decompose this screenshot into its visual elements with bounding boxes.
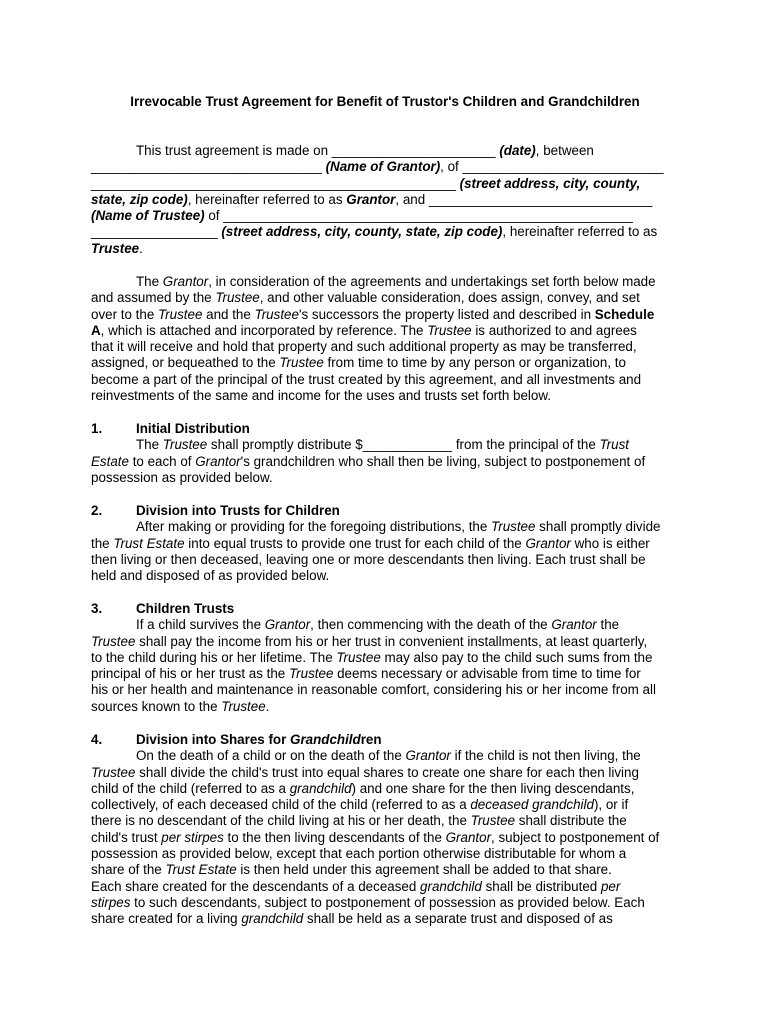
- section-line: [91, 699, 681, 715]
- text-run: Trustee: [470, 813, 516, 829]
- section-line: [91, 895, 681, 911]
- text-run: Trustee: [158, 306, 203, 322]
- text-run: his or her health and maintenance in reasonable comfort, considering his or her income from all: [91, 682, 656, 698]
- section-line: [91, 862, 681, 878]
- text-run: may also pay to the child such sums from the: [380, 649, 653, 665]
- text-run: is then held under this agreement shall be added to that share.: [236, 862, 612, 878]
- text-run: stirpes: [91, 894, 131, 910]
- section-line: [91, 846, 681, 862]
- text-run: collectively, of each deceased child of the child (referred to as a: [91, 797, 471, 813]
- text-run: Trustee: [427, 322, 472, 338]
- text-run: possession as provided below.: [91, 469, 273, 485]
- text-run: to the then living descendants of the: [223, 829, 446, 845]
- trustee-name-label: (Name of Trustee): [91, 208, 205, 224]
- section-line: [91, 617, 681, 633]
- text-run: to each of: [128, 453, 196, 469]
- text-run: , which is attached and incorporated by reference. The: [100, 322, 428, 338]
- text-run: shall promptly divide: [535, 519, 661, 535]
- intro-text: , hereinafter referred to as: [502, 224, 658, 240]
- intro-paragraph: [91, 143, 681, 257]
- section-number: 3.: [91, 601, 103, 616]
- text-run: .: [265, 698, 270, 714]
- section-heading: [91, 732, 681, 748]
- section-division-into-trusts: [91, 503, 681, 584]
- text-run: Grantor: [264, 617, 311, 633]
- text-run: Division into Trusts for Children: [136, 503, 340, 518]
- text-run: After making or providing for the foregoing distributions, the: [136, 519, 492, 535]
- text-run: into equal trusts to provide one trust for each child of the: [184, 535, 526, 551]
- text-run: Each share created for the descendants of a deceased: [91, 878, 421, 894]
- text-run: shall pay the income from his or her trust in convenient installments, at least quarterly,: [135, 633, 648, 649]
- text-run: shall be held as a separate trust and disposed of as: [303, 911, 613, 927]
- date-field-label: (date): [499, 143, 536, 158]
- text-run: Trustee: [221, 698, 266, 714]
- text-run: shall divide the child's trust into equal shares to create one share for each then living: [135, 764, 639, 780]
- text-run: child's trust: [91, 829, 162, 845]
- text-run: the: [91, 535, 114, 551]
- text-run: shall distribute the: [515, 813, 627, 829]
- section-division-into-shares: [91, 732, 681, 928]
- text-run: Grantor: [195, 453, 241, 469]
- grantor-address-label: (street address, city, county,: [459, 175, 641, 191]
- text-run: become a part of the principal of the trust created by this agreement, and all investments and: [91, 371, 642, 387]
- text-run: from time to time by any person or organization, to: [323, 355, 626, 371]
- text-run: , then commencing with the death of the: [310, 617, 552, 633]
- section-children-trusts: [91, 601, 681, 715]
- paragraph-line: [91, 372, 681, 388]
- text-run: is authorized to and agrees: [471, 322, 637, 338]
- text-run: On the death of a child or on the death of the: [136, 748, 406, 764]
- paragraph-line: [91, 323, 681, 339]
- paragraph-line: [91, 339, 681, 355]
- text-run: If a child survives the: [136, 617, 265, 633]
- section-line: [91, 552, 681, 568]
- text-run: shall promptly distribute $____________ from the principal of the: [207, 437, 600, 453]
- section-line: [91, 781, 681, 797]
- text-run: deceased grandchild: [470, 797, 594, 813]
- section-line: [91, 879, 681, 895]
- text-run: A: [91, 322, 101, 338]
- text-run: 's successors the property listed and described in: [298, 306, 595, 322]
- text-run: grandchild: [241, 911, 304, 927]
- text-run: Grandchild: [290, 732, 361, 747]
- section-line: [91, 568, 681, 584]
- text-run: 's grandchildren who shall then be living, subject to postponement of: [240, 453, 646, 469]
- section-line: [91, 437, 681, 453]
- text-run: Estate: [91, 453, 129, 469]
- intro-text: This trust agreement is made on ______________________: [136, 143, 500, 158]
- text-run: ren: [360, 732, 382, 747]
- text-run: Trustee: [336, 649, 381, 665]
- document-title: Irrevocable Trust Agreement for Benefit of Trustor's Children and Grandchildren: [130, 94, 640, 109]
- section-number: 4.: [91, 732, 103, 747]
- text-run: that it will receive and hold that property and such additional property as may be transferred,: [91, 339, 637, 355]
- grantor-name-label: (Name of Grantor): [325, 159, 441, 175]
- text-run: Trust Estate: [113, 535, 185, 551]
- trustee-address-blank: _________________: [91, 224, 222, 240]
- section-line: [91, 813, 681, 829]
- text-run: Trustee: [491, 519, 536, 535]
- text-run: who is either: [570, 535, 650, 551]
- section-number: 1.: [91, 421, 103, 436]
- text-run: possession as provided below, except that each portion otherwise distributable for whom a: [91, 846, 627, 862]
- text-run: there is no descendant of the child living at his or her death, the: [91, 813, 471, 829]
- grantor-term: Grantor: [346, 191, 396, 207]
- text-run: the: [596, 617, 620, 633]
- text-run: over to the: [91, 306, 158, 322]
- intro-text: , of ___________________________: [440, 159, 664, 175]
- text-run: The: [136, 274, 163, 289]
- text-run: grandchild: [289, 780, 352, 796]
- text-run: Trustee: [279, 355, 324, 371]
- section-line: [91, 797, 681, 813]
- trustee-address-blank: of _______________________________________________________: [204, 208, 633, 224]
- trustee-name-blank: , and ______________________________: [395, 191, 653, 207]
- text-run: assigned, or bequeathed to the: [91, 355, 280, 371]
- grantor-address-label: state, zip code): [91, 191, 188, 207]
- text-run: Trustee: [162, 437, 208, 453]
- text-run: deems necessary or advisable from time to time for: [333, 666, 641, 682]
- section-initial-distribution: [91, 421, 681, 486]
- text-run: reinvestments of the same and income for the uses and trusts set forth below.: [91, 388, 551, 404]
- text-run: held and disposed of as provided below.: [91, 568, 330, 584]
- paragraph-line: [91, 355, 681, 371]
- grantor-address-blank: _________________________________________________: [91, 175, 460, 191]
- section-line: [91, 666, 681, 682]
- trustee-address-label: (street address, city, county, state, zip code): [221, 224, 503, 240]
- text-run: grandchild: [420, 878, 482, 894]
- text-run: child of the child (referred to as a: [91, 780, 290, 796]
- text-run: sources known to the: [91, 698, 222, 714]
- text-run: Grantor: [162, 274, 209, 289]
- text-run: Initial Distribution: [136, 421, 250, 436]
- text-run: per: [600, 878, 621, 894]
- section-line: [91, 682, 681, 698]
- text-run: Grantor: [405, 748, 451, 764]
- text-run: Children Trusts: [136, 601, 235, 616]
- text-run: Grantor: [525, 535, 571, 551]
- section-line: [91, 830, 681, 846]
- section-line: [91, 470, 681, 486]
- text-run: and assumed by the: [91, 290, 216, 306]
- text-run: Trustee: [215, 290, 260, 306]
- intro-text: , hereinafter referred to as: [187, 191, 347, 207]
- section-line: [91, 765, 681, 781]
- text-run: ), or if: [593, 797, 629, 813]
- text-run: per stirpes: [161, 829, 224, 845]
- section-number: 2.: [91, 503, 103, 518]
- text-run: , subject to postponement of: [491, 829, 660, 845]
- trustee-term: Trustee: [91, 240, 140, 256]
- section-line: [91, 536, 681, 552]
- text-run: to the child during his or her lifetime. The: [91, 649, 337, 665]
- text-run: Grantor: [445, 829, 492, 845]
- section-line: [91, 650, 681, 666]
- text-run: share created for a living: [91, 911, 242, 927]
- text-run: , and other valuable consideration, does assign, convey, and set: [259, 290, 640, 306]
- text-run: to such descendants, subject to postponement of possession as provided below. Each: [130, 894, 645, 910]
- text-run: shall be distributed: [481, 878, 601, 894]
- text-run: The: [136, 437, 163, 453]
- text-run: Schedule: [594, 306, 655, 322]
- text-run: Trustee: [91, 633, 136, 649]
- section-line: [91, 634, 681, 650]
- section-line: [91, 454, 681, 470]
- section-heading: [91, 601, 681, 617]
- grantor-name-blank: _______________________________: [91, 159, 326, 175]
- text-run: share of the: [91, 862, 166, 878]
- text-run: Trust: [599, 437, 630, 453]
- text-run: ) and one share for the then living descendants,: [351, 780, 635, 796]
- section-line: [91, 911, 681, 927]
- paragraph-line: [91, 388, 681, 404]
- paragraph-line: [91, 274, 681, 290]
- text-run: then living or then deceased, leaving one or more descendants then living. Each trust shall be: [91, 551, 646, 567]
- text-run: Trust Estate: [165, 862, 237, 878]
- section-heading: [91, 503, 681, 519]
- intro-text: .: [139, 240, 143, 256]
- intro-text: , between: [535, 143, 594, 158]
- text-run: Trustee: [91, 764, 136, 780]
- text-run: Trustee: [254, 306, 299, 322]
- section-line: [91, 519, 681, 535]
- text-run: if the child is not then living, the: [450, 748, 641, 764]
- text-run: Grantor: [551, 617, 597, 633]
- section-line: [91, 748, 681, 764]
- paragraph-line: [91, 290, 681, 306]
- text-run: Trustee: [288, 666, 334, 682]
- text-run: , in consideration of the agreements and undertakings set forth below made: [208, 274, 656, 289]
- text-run: principal of his or her trust as the: [91, 666, 289, 682]
- section-heading: [91, 421, 681, 437]
- grant-paragraph: [91, 274, 681, 404]
- paragraph-line: [91, 307, 681, 323]
- text-run: and the: [202, 306, 255, 322]
- text-run: Division into Shares for: [136, 732, 291, 747]
